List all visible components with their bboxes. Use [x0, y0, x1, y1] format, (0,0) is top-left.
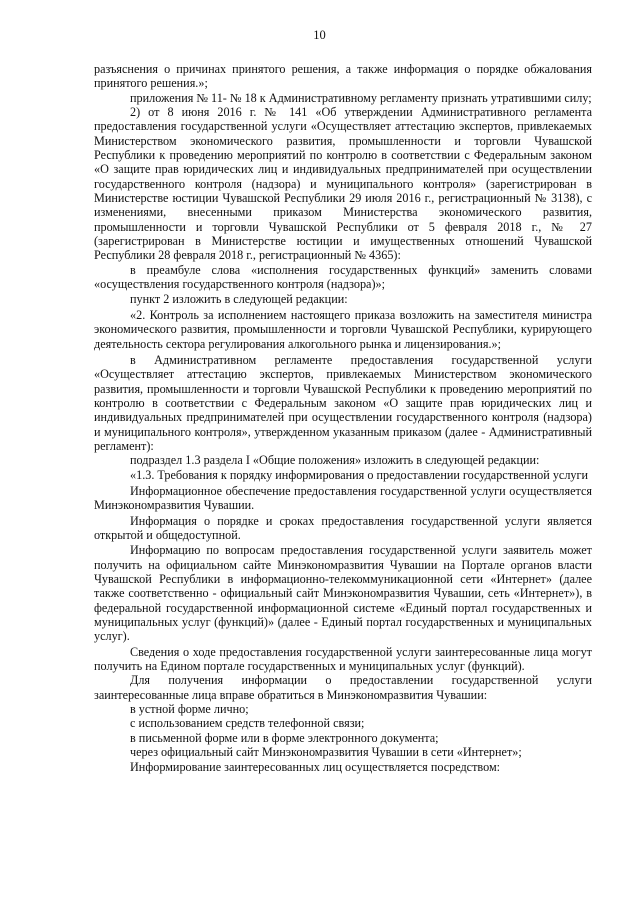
page-number: 10	[313, 28, 326, 42]
list-item-website: через официальный сайт Минэкономразвития Чувашии в сети «Интернет»;	[130, 745, 522, 760]
list-item-written: в письменной форме или в форме электронного документа;	[130, 730, 439, 745]
paragraph-regulation: в Административном регламенте предоставления государственной услуги «Осуществляет аттестацию экспертов, привлекаемых Министерством экономического развития, промышленности и торговли Чувашской Республики к проведению мероприятий по контролю в соответствии с Федеральным законом «О защите прав юридических лиц и индивидуальных предпринимателей при осуществлении государственного контроля (надзора) и муниципального контроля», утвержденном указанным приказом (далее - Административный регламент):	[94, 352, 592, 453]
list-item-oral: в устной форме лично;	[130, 702, 249, 717]
paragraph-control-quote: «2. Контроль за исполнением настоящего приказа возложить на заместителя министра экономического развития, промышленности и торговли Чувашской Республики, курирующего деятельность сектора регулирования алкогольного рынка и лицензирования.»;	[94, 307, 592, 351]
paragraph-informing: Информирование заинтересованных лиц осуществляется посредством:	[130, 759, 501, 774]
paragraph-info-open: Информация о порядке и сроках предоставления государственной услуги является открытой и общедоступной.	[94, 513, 592, 542]
paragraph-order-141: 2) от 8 июня 2016 г. № 141 «Об утверждении Административного регламента предоставления государственной услуги «Осуществляет аттестацию экспертов, привлекаемых Министерством экономического развития, промышленности и торговли Чувашской Республики к проведению мероприятий по контролю в соответствии с Федеральным законом «О защите прав юридических лиц и индивидуальных предпринимателей при осуществлении государственного контроля (надзора) и муниципального контроля» (зарегистрирован в Министерстве юстиции Чувашской Республики 29 июля 2016 г., регистрационный № 3138), с изменениями, внесенными приказом Министерства экономического развития, промышленности и торговли Чувашской Республики от 5 февраля 2018 г., № 27 (зарегистрирован в Министерстве юстиции и имущественных отношений Чувашской Республики 28 февраля 2018 г., регистрационный № 4365):	[94, 105, 592, 263]
paragraph-info-status: Сведения о ходе предоставления государственной услуги заинтересованные лица могут получить на Едином портале государственных и муниципальных услуг (функций).	[94, 644, 592, 674]
paragraph-appendices: приложения № 11- № 18 к Административному регламенту признать утратившими силу;	[130, 90, 592, 105]
paragraph-info-website: Информацию по вопросам предоставления государственной услуги заявитель может получить на официальном сайте Минэкономразвития Чувашии на Портале органов власти Чувашской Республики в информационно-телекоммуникационной сети «Интернет» (далее также соответственно - официальный сайт Минэкономразвития Чувашии, сеть «Интернет»), в федеральной государственной информационной системе «Единый портал государственных и муниципальных услуг (функций)» (далее - Единый портал государственных и муниципальных услуг).	[94, 543, 592, 644]
paragraph-subsection: подраздел 1.3 раздела I «Общие положения» изложить в следующей редакции:	[130, 453, 540, 468]
paragraph-continuation: разъяснения о причинах принятого решения, а также информация о порядке обжалования принятого решения.»;	[94, 62, 592, 91]
paragraph-heading-1-3: «1.3. Требования к порядку информирования о предоставлении государственной услуги	[130, 467, 589, 482]
paragraph-point-2: пункт 2 изложить в следующей редакции:	[130, 291, 348, 306]
document-body	[94, 62, 592, 774]
paragraph-preamble: в преамбуле слова «исполнения государственных функций» заменить словами «осуществления государственного контроля (надзора)»;	[94, 262, 592, 292]
paragraph-info-request: Для получения информации о предоставлении государственной услуги заинтересованные лица вправе обратиться в Минэкономразвития Чувашии:	[94, 673, 592, 702]
paragraph-info-provision: Информационное обеспечение предоставления государственной услуги осуществляется Минэкономразвития Чувашии.	[94, 483, 592, 513]
list-item-phone: с использованием средств телефонной связи;	[130, 716, 365, 731]
